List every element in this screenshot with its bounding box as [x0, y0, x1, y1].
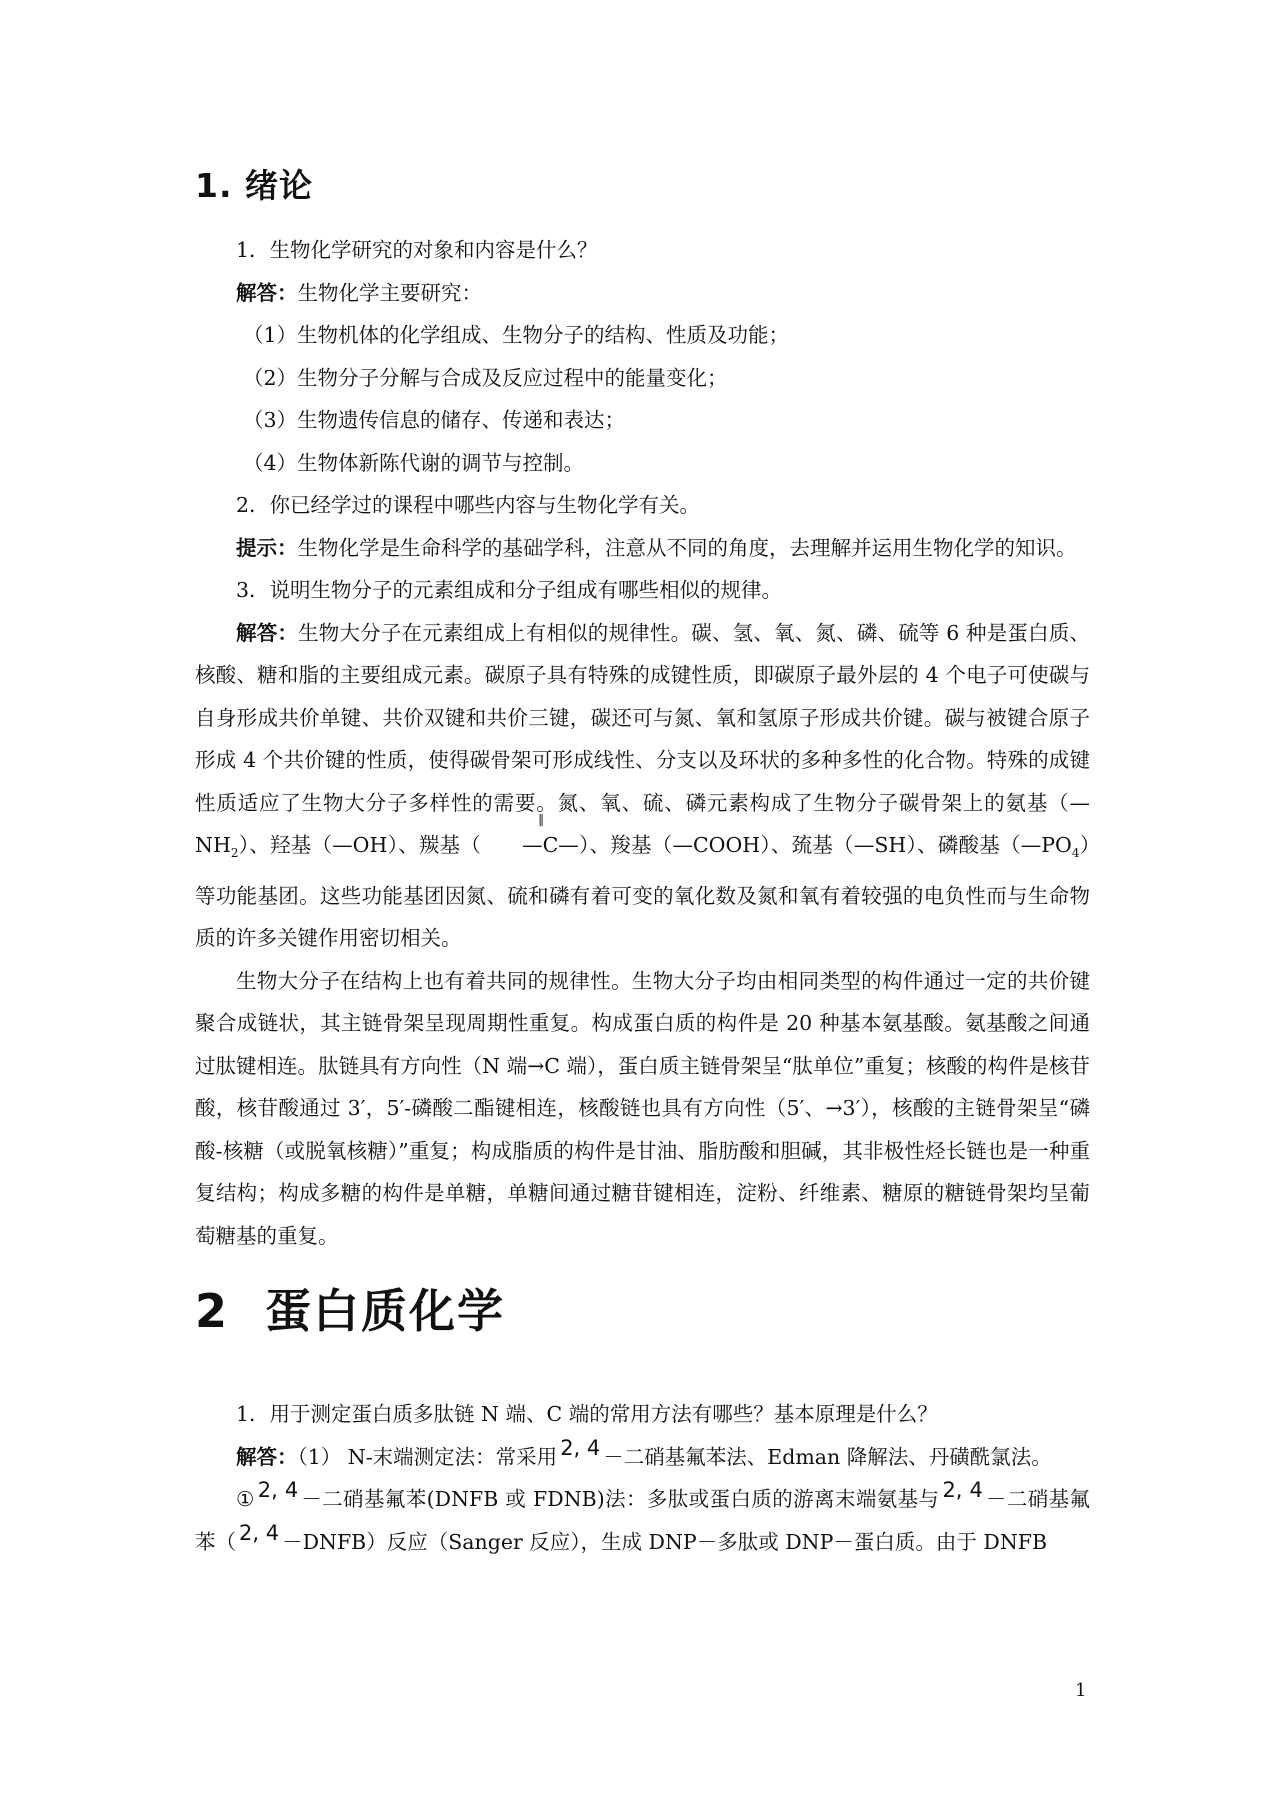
answer-text: 生物化学主要研究：: [297, 280, 482, 305]
answer-text-part: （1） N-末端测定法：常采用: [297, 1444, 558, 1469]
subscript: 2: [230, 846, 239, 861]
hint-1-2: [195, 527, 1090, 570]
section-2-number: 2: [195, 1284, 230, 1339]
answer-1-3-paragraph-2: 生物大分子在结构上也有着共同的规律性。生物大分子均由相同类型的构件通过一定的共价键聚合成链状，其主链骨架呈现周期性重复。构成蛋白质的构件是 20 种基本氨基酸。氨基酸之间通过肽键相连。肽链具有方向性（N 端→C 端），蛋白质主链骨架呈“肽单位”重复；核酸的构件是核苷酸，核苷酸通过 3′，5′-磷酸二酯键相连，核酸链也具有方向性（5′、→3′），核酸的主链骨架呈“磷酸-核糖（或脱氧核糖）”重复；构成脂质的构件是甘油、脂肪酸和胆碱，其非极性烃长链也是一种重复结构；构成多糖的构件是单糖，单糖间通过糖苷键相连，淀粉、纤维素、糖原的糖链骨架均呈葡萄糖基的重复。: [195, 968, 1090, 1248]
double-bond-mark: ‖: [538, 812, 545, 826]
answer-text-part: －DNFB）反应（Sanger 反应），生成 DNP－多肽或 DNP－蛋白质。由于 DNFB: [282, 1529, 1048, 1554]
question-1-3: 3．说明生物分子的元素组成和分子组成有哪些相似的规律。: [236, 578, 783, 602]
answer-text-part: ）、羧基（—COOH）、巯基（—SH）、磷酸基（—PO: [578, 833, 1072, 857]
subscript: 4: [1071, 846, 1080, 861]
section-2-heading: 蛋白质化学: [265, 1284, 505, 1339]
answer-label: 解答：: [236, 620, 299, 645]
carbonyl-symbol: —C—: [522, 833, 579, 857]
answer-text-part: －二硝基氟苯（: [195, 1487, 1091, 1554]
answer-label: 解答：: [236, 1444, 298, 1469]
answer-text-part: ）等功能基团。这些功能基团因氮、硫和磷有着可变的氧化数及氮和氧有着较强的电负性而与生命物质的许多关键作用密切相关。: [195, 833, 1091, 951]
question-1-2: 2．你已经学过的课程中哪些内容与生物化学有关。: [236, 493, 701, 517]
math-expression: 2, 4: [560, 1435, 601, 1460]
section-2-title: [195, 1275, 1090, 1341]
hint-text: 生物化学是生命科学的基础学科，注意从不同的角度，去理解并运用生物化学的知识。: [297, 535, 1077, 560]
answer-item: （4）生物体新陈代谢的调节与控制。: [243, 450, 585, 475]
answer-text-part: ）、羟基（—OH）、羰基（: [238, 833, 482, 857]
question-2-1: 1．用于测定蛋白质多肽链 N 端、C 端的常用方法有哪些？基本原理是什么？: [236, 1402, 938, 1427]
carbonyl-formula: [481, 812, 579, 867]
answer-2-1-method-1: [195, 1478, 1090, 1563]
question-1-1: 1．生物化学研究的对象和内容是什么？: [236, 238, 598, 262]
answer-text-part: －二硝基氟苯(DNFB 或 FDNB)法：多肽或蛋白质的游离末端氨基与: [301, 1487, 940, 1512]
answer-text-part: －二硝基氟苯法、Edman 降解法、丹磺酰氯法。: [603, 1444, 1052, 1469]
page-number: 1: [1075, 1680, 1087, 1701]
answer-1-1: [195, 272, 1090, 315]
answer-item: （1）生物机体的化学组成、生物分子的结构、性质及功能；: [243, 323, 790, 347]
answer-1-3: [195, 612, 1090, 960]
math-expression: 2, 4: [942, 1478, 983, 1503]
answer-2-1: [195, 1436, 1090, 1479]
answer-label: 解答：: [236, 280, 298, 305]
answer-item: （3）生物遗传信息的储存、传递和表达；: [243, 408, 626, 432]
answer-text-part: 生物大分子在元素组成上有相似的规律性。碳、氢、氧、氮、磷、硫等 6 种是蛋白质、核酸、糖和脂的主要组成元素。碳原子具有特殊的成键性质，即碳原子最外层的 4 个电子可使碳与自身形成共价单键、共价双键和共价三键，碳还可与氮、氧和氢原子形成共价键。碳与被键合原子形成 4 个共价键的性质，使得碳骨架可形成线性、分支以及环状的多种多性的化合物。特殊的成键性质适应了生物大分子多样性的需要。氮、氧、硫、磷元素构成了生物分子碳骨架上的氨基（—NH: [195, 620, 1091, 857]
hint-label: 提示：: [236, 535, 298, 560]
circled-number: ①: [236, 1487, 255, 1512]
section-1-title: 1. 绪论: [195, 166, 313, 205]
math-expression: 2, 4: [257, 1478, 299, 1503]
page-content: [195, 160, 1090, 1563]
answer-item: （2）生物分子分解与合成及反应过程中的能量变化；: [243, 365, 728, 390]
math-expression: 2, 4: [239, 1520, 280, 1545]
